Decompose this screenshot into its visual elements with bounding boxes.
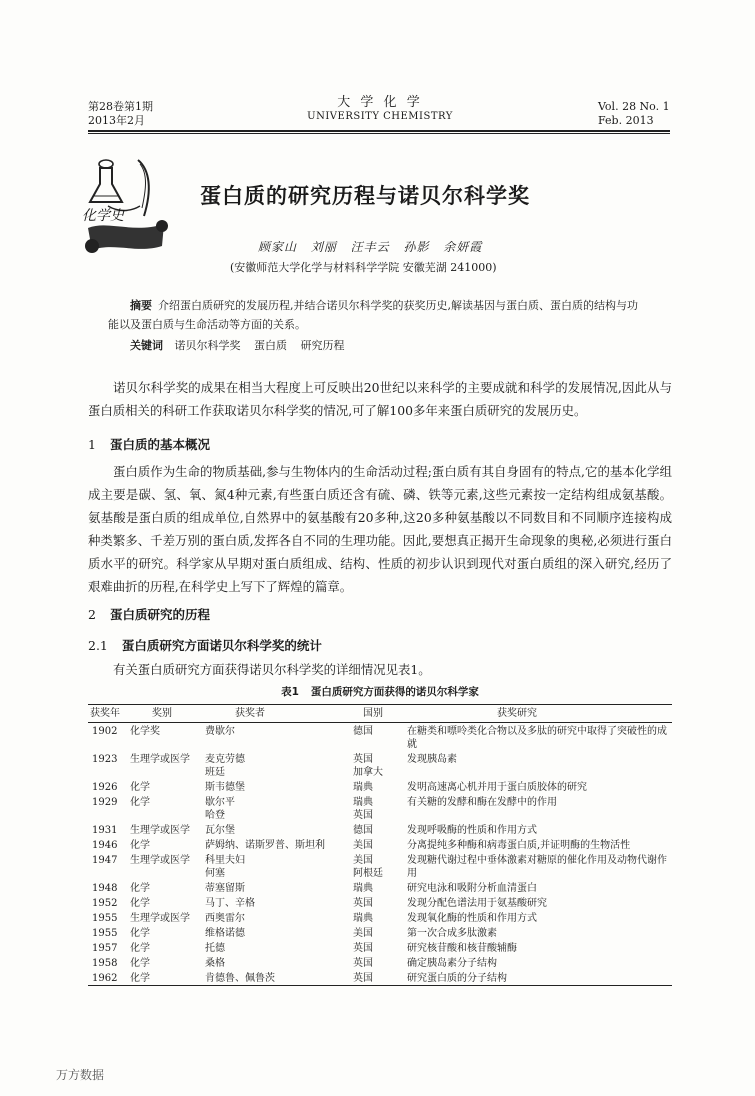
intro-paragraph: 诺贝尔科学奖的成果在相当大程度上可反映出20世纪以来科学的主要成就和科学的发展情况,因此从与蛋白质相关的科研工作获取诺贝尔科学奖的情况,可了解100多年来蛋白质研究的发展历史。 xyxy=(88,380,672,418)
table-row xyxy=(88,955,672,970)
laureate-name: 费歇尔 xyxy=(205,726,235,737)
country-name: 英国 xyxy=(353,754,373,765)
laureate-name: 肯德鲁、佩鲁茨 xyxy=(205,973,275,984)
cell-research: 分离提纯多种酶和病毒蛋白质,并证明酶的生物活性 xyxy=(407,840,631,851)
cell-laureates xyxy=(205,822,353,837)
cell-year: 1952 xyxy=(92,898,118,909)
date-cn: 2013年2月 xyxy=(88,114,145,127)
table-row xyxy=(88,822,672,837)
laureate-name: 哈登 xyxy=(205,810,225,821)
section-title: 蛋白质研究的历程 xyxy=(109,607,210,622)
journal-name-en: UNIVERSITY CHEMISTRY xyxy=(307,111,453,122)
table-row xyxy=(88,723,672,752)
laureate-name: 维格诺德 xyxy=(205,928,245,939)
cell-category: 化学 xyxy=(130,943,150,954)
subsection-paragraph: 有关蛋白质研究方面获得诺贝尔科学奖的详细情况见表1。 xyxy=(113,662,431,677)
table-caption xyxy=(88,684,672,699)
country-name: 瑞典 xyxy=(353,883,373,894)
cell-countries xyxy=(353,970,407,986)
cell-year: 1957 xyxy=(92,943,118,954)
section-heading xyxy=(88,435,210,453)
section1-paragraph: 蛋白质作为生命的物质基础,参与生物体内的生命活动过程;蛋白质有其自身固有的特点,它的基本化学组成主要是碳、氢、氧、氮4种元素,有些蛋白质还含有硫、磷、铁等元素,这些元素按一定结构组成氨基酸。氨基酸是蛋白质的组成单位,自然界中的氨基酸有20多种,这20多种氨基酸以不同数目和不同顺序连接构成种类繁多、千差万别的蛋白质,发挥各自不同的生理功能。因此,要想真正揭开生命现象的奥秘,必须进行蛋白质水平的研究。科学家从早期对蛋白质组成、结构、性质的初步认识到现代对蛋白质组的深入研究,经历了艰难曲折的历程,在科学史上写下了辉煌的篇章。 xyxy=(88,464,672,594)
section-number: 1 xyxy=(88,437,96,452)
section-title: 蛋白质的基本概况 xyxy=(109,437,210,452)
keywords xyxy=(130,337,355,353)
cell-laureates xyxy=(205,895,353,910)
table-row xyxy=(88,970,672,986)
country-name: 瑞典 xyxy=(353,797,373,808)
subsection-heading xyxy=(88,636,322,654)
cell-countries xyxy=(353,794,407,822)
table-caption-text: 蛋白质研究方面获得的诺贝尔科学家 xyxy=(310,686,479,698)
country-name: 德国 xyxy=(353,726,373,737)
cell-research: 有关糖的发酵和酶在发酵中的作用 xyxy=(407,797,557,808)
cell-category: 生理学或医学 xyxy=(130,913,190,924)
cell-laureates xyxy=(205,794,353,822)
table-row xyxy=(88,910,672,925)
running-header-center xyxy=(300,96,460,124)
country-name: 英国 xyxy=(353,973,373,984)
country-name: 德国 xyxy=(353,825,373,836)
volume-issue-en: Vol. 28 No. 1 xyxy=(598,100,670,113)
cell-category: 化学奖 xyxy=(130,726,160,737)
cell-research: 确定胰岛素分子结构 xyxy=(407,958,497,969)
table-row xyxy=(88,794,672,822)
country-name: 瑞典 xyxy=(353,782,373,793)
keyword-item: 研究历程 xyxy=(300,339,345,352)
col-header-country: 国别 xyxy=(353,705,407,723)
laureate-name: 歇尔平 xyxy=(205,797,235,808)
laureate-name: 瓦尔堡 xyxy=(205,825,235,836)
cell-laureates xyxy=(205,723,353,752)
cell-category: 化学 xyxy=(130,928,150,939)
cell-laureates xyxy=(205,880,353,895)
cell-research: 第一次合成多肽激素 xyxy=(407,928,497,939)
cell-research: 研究蛋白质的分子结构 xyxy=(407,970,672,986)
abstract-label: 摘要 xyxy=(130,299,152,312)
cell-countries xyxy=(353,940,407,955)
cell-laureates xyxy=(205,852,353,880)
cell-year: 1955 xyxy=(92,913,118,924)
footer-watermark: 万方数据 xyxy=(56,1068,105,1082)
cell-year: 1931 xyxy=(92,825,118,836)
affiliation: (安徽师范大学化学与材料科学学院 安徽芜湖 241000) xyxy=(230,261,497,274)
keywords-label: 关键词 xyxy=(130,339,163,352)
section-heading xyxy=(88,605,210,623)
subsection-number: 2.1 xyxy=(88,638,108,653)
table-row xyxy=(88,895,672,910)
cell-laureates xyxy=(205,970,353,986)
cell-countries xyxy=(353,910,407,925)
col-header-year: 获奖年 xyxy=(88,705,130,723)
article-title: 蛋白质的研究历程与诺贝尔科学奖 xyxy=(200,184,530,208)
laureate-name: 何塞 xyxy=(205,868,225,879)
table-row xyxy=(88,940,672,955)
col-header-laureate: 获奖者 xyxy=(205,705,353,723)
laureate-name: 班廷 xyxy=(205,767,225,778)
cell-research: 研究核苷酸和核苷酸辅酶 xyxy=(407,943,517,954)
table-header-row xyxy=(88,705,672,723)
cell-category: 化学 xyxy=(130,958,150,969)
abstract xyxy=(108,296,648,334)
cell-category: 化学 xyxy=(130,840,150,851)
cell-research: 在糖类和嘌呤类化合物以及多肽的研究中取得了突破性的成就 xyxy=(407,726,667,750)
cell-countries xyxy=(353,852,407,880)
cell-countries xyxy=(353,955,407,970)
cell-category: 化学 xyxy=(130,797,150,808)
keyword-item: 蛋白质 xyxy=(254,339,287,352)
laureate-name: 蒂塞留斯 xyxy=(205,883,245,894)
history-of-chemistry-logo-icon xyxy=(78,150,178,260)
running-header-left xyxy=(88,100,153,128)
laureate-name: 萨姆纳、诺斯罗普、斯坦利 xyxy=(205,840,325,851)
laureate-name: 马丁、辛格 xyxy=(205,898,255,909)
cell-year: 1947 xyxy=(92,855,118,866)
country-name: 英国 xyxy=(353,958,373,969)
country-name: 英国 xyxy=(353,898,373,909)
cell-laureates xyxy=(205,955,353,970)
cell-countries xyxy=(353,880,407,895)
logo-text: 化学史 xyxy=(82,208,124,224)
cell-year: 1955 xyxy=(92,928,118,939)
cell-laureates xyxy=(205,940,353,955)
cell-laureates xyxy=(205,910,353,925)
cell-category: 生理学或医学 xyxy=(130,855,190,866)
cell-year: 1946 xyxy=(92,840,118,851)
laureate-name: 科里夫妇 xyxy=(205,855,245,866)
table-row xyxy=(88,837,672,852)
country-name: 美国 xyxy=(353,928,373,939)
table-number: 表1 xyxy=(281,686,299,698)
laureate-name: 托德 xyxy=(205,943,225,954)
cell-laureates xyxy=(205,837,353,852)
col-header-category: 奖别 xyxy=(130,705,205,723)
cell-year: 1902 xyxy=(92,726,118,737)
table-row xyxy=(88,925,672,940)
laureate-name: 斯韦德堡 xyxy=(205,782,245,793)
country-name: 英国 xyxy=(353,943,373,954)
cell-category: 化学 xyxy=(130,970,205,986)
cell-year: 1962 xyxy=(88,970,130,986)
header-rule xyxy=(88,130,670,132)
nobel-awards-table xyxy=(88,704,672,986)
laureate-name: 麦克劳德 xyxy=(205,754,245,765)
cell-research: 发现胰岛素 xyxy=(407,754,457,765)
cell-research: 发现氧化酶的性质和作用方式 xyxy=(407,913,537,924)
cell-countries xyxy=(353,779,407,794)
cell-laureates xyxy=(205,925,353,940)
laureate-name: 西奥雷尔 xyxy=(205,913,245,924)
cell-research: 发明高速离心机并用于蛋白质胶体的研究 xyxy=(407,782,587,793)
cell-research: 研究电泳和吸附分析血清蛋白 xyxy=(407,883,537,894)
section-number: 2 xyxy=(88,607,96,622)
cell-countries xyxy=(353,925,407,940)
cell-year: 1926 xyxy=(92,782,118,793)
cell-laureates xyxy=(205,779,353,794)
journal-name-cn: 大 学 化 学 xyxy=(337,95,423,110)
cell-research: 发现糖代谢过程中垂体激素对糖原的催化作用及动物代谢作用 xyxy=(407,855,667,879)
cell-countries xyxy=(353,822,407,837)
table-row xyxy=(88,779,672,794)
header-rule-thin xyxy=(88,133,670,134)
cell-category: 化学 xyxy=(130,782,150,793)
country-name: 美国 xyxy=(353,855,373,866)
cell-research: 发现呼吸酶的性质和作用方式 xyxy=(407,825,537,836)
cell-category: 化学 xyxy=(130,883,150,894)
cell-year: 1929 xyxy=(92,797,118,808)
cell-countries xyxy=(353,751,407,779)
volume-issue-cn: 第28卷第1期 xyxy=(88,100,153,113)
keyword-item: 诺贝尔科学奖 xyxy=(174,339,241,352)
cell-category: 生理学或医学 xyxy=(130,754,190,765)
cell-category: 化学 xyxy=(130,898,150,909)
col-header-research: 获奖研究 xyxy=(407,705,672,723)
cell-year: 1948 xyxy=(92,883,118,894)
cell-year: 1958 xyxy=(92,958,118,969)
cell-countries xyxy=(353,837,407,852)
subsection-title: 蛋白质研究方面诺贝尔科学奖的统计 xyxy=(121,638,322,653)
country-name: 瑞典 xyxy=(353,913,373,924)
cell-countries xyxy=(353,723,407,752)
cell-countries xyxy=(353,895,407,910)
running-header-right xyxy=(598,100,670,128)
table-row xyxy=(88,852,672,880)
cell-research: 发现分配色谱法用于氨基酸研究 xyxy=(407,898,547,909)
country-name: 英国 xyxy=(353,810,373,821)
cell-laureates xyxy=(205,751,353,779)
country-name: 美国 xyxy=(353,840,373,851)
cell-category: 生理学或医学 xyxy=(130,825,190,836)
date-en: Feb. 2013 xyxy=(598,114,654,127)
cell-year: 1923 xyxy=(92,754,118,765)
country-name: 加拿大 xyxy=(353,767,383,778)
country-name: 阿根廷 xyxy=(353,868,383,879)
authors: 顾家山 刘丽 汪丰云 孙影 余妍霞 xyxy=(258,240,483,254)
table-row xyxy=(88,880,672,895)
laureate-name: 桑格 xyxy=(205,958,225,969)
table-row xyxy=(88,751,672,779)
abstract-text: 介绍蛋白质研究的发展历程,并结合诺贝尔科学奖的获奖历史,解读基因与蛋白质、蛋白质的结构与功能以及蛋白质与生命活动等方面的关系。 xyxy=(108,299,638,331)
